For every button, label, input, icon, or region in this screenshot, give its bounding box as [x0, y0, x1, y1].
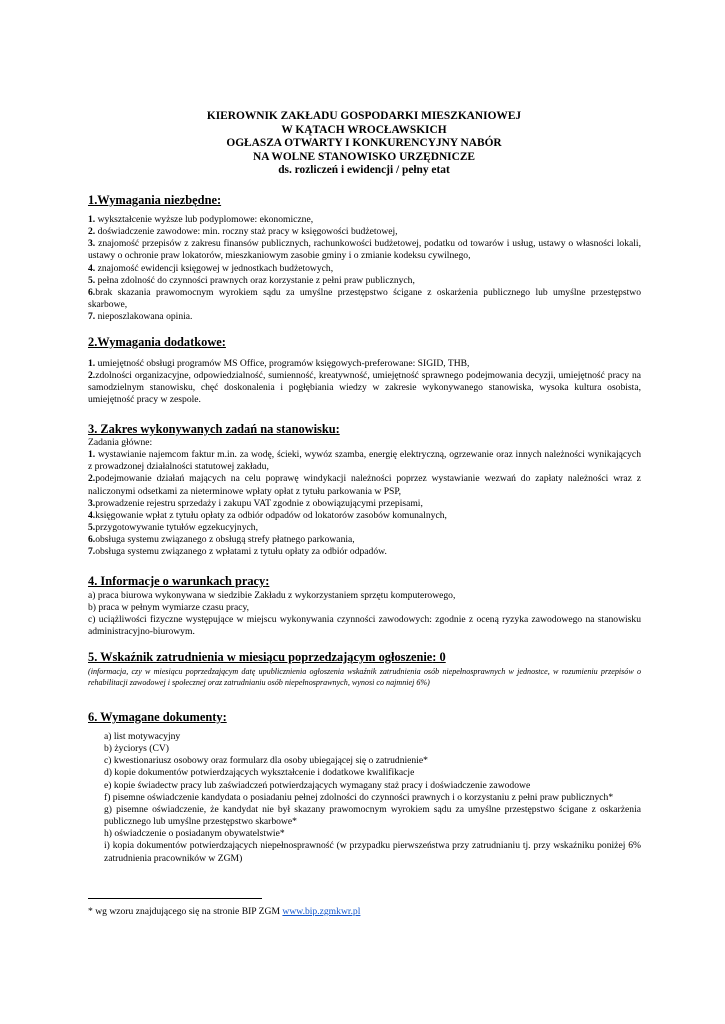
list-item: e) kopie świadectw pracy lub zaświadczeń potwierdzających wymagany staż pracy i doświadczenie zawodowe	[104, 779, 531, 791]
announcement-title	[88, 110, 640, 178]
bip-link[interactable]: www.bip.zgmkwr.pl	[282, 906, 361, 917]
section-2-list	[88, 358, 641, 407]
list-item: 2.zdolności organizacyjne, odpowiedzialność, sumienność, kreatywność, umiejętność sprawnego podejmowania decyzji, umiejętność pracy na samodzielnym stanowisku, chęć doskonalenia i pogłębiania wiedzy w zakresie wykonywanego stanowiska, wysoka kultura osobista, umiejętność pracy w zespole.	[88, 370, 641, 406]
list-item: 2. doświadczenie zawodowe: min. roczny staż pracy w księgowości budżetowej,	[88, 226, 398, 238]
list-item: 4. znajomość ewidencji księgowej w jednostkach budżetowych,	[88, 262, 334, 274]
list-item: 3.prowadzenie rejestru sprzedaży i zakupu VAT zgodnie z obowiązującymi przepisami,	[88, 497, 423, 509]
section-4-heading: 4. Informacje o warunkach pracy:	[88, 574, 270, 588]
list-item: i) kopia dokumentów potwierdzających niepełnosprawność (w przypadku pierwszeństwa przy zatrudnianiu tj. przy wskaźniku poniżej 6% zatrudnienia pracowników w ZGM)	[104, 840, 641, 864]
footnote: * wg wzoru znajdującego się na stronie BIP ZGM www.bip.zgmkwr.pl	[88, 906, 361, 917]
list-item: b) praca w pełnym wymiarze czasu pracy,	[88, 602, 250, 614]
section-5-note: (informacja, czy w miesiącu poprzedzającym datę upublicznienia ogłoszenia wskaźnik zatrudnienia osób niepełnosprawnych w jednostce, w rozumieniu przepisów o rehabilitacji zawodowej i społecznej oraz zatrudnianiu osób niepełnosprawnych, wynosi co najmniej 6%)	[88, 667, 641, 687]
list-item: 6.brak skazania prawomocnym wyrokiem sądu za umyślne przestępstwo ścigane z oskarżenia publicznego lub umyślne przestępstwo skarbowe,	[88, 286, 641, 311]
list-item: g) pisemne oświadczenie, że kandydat nie był skazany prawomocnym wyrokiem sądu za umyślne przestępstwo ścigane z oskarżenia publicznego lub umyślne przestępstwo skarbowe*	[104, 803, 641, 828]
list-item: 7. nieposzlakowana opinia.	[88, 311, 193, 323]
section-6-list	[104, 731, 641, 865]
list-item: 1. umiejętność obsługi programów MS Office, programów księgowych-preferowane: SIGID, THB,	[88, 358, 470, 369]
list-item: 1. wykształcenie wyższe lub podyplomowe: ekonomiczne,	[88, 214, 314, 225]
section-5-heading: 5. Wskaźnik zatrudnienia w miesiącu poprzedzającym ogłoszenie: 0	[88, 650, 446, 664]
list-item: f) pisemne oświadczenie kandydata o posiadaniu pełnej zdolności do czynności prawnych i o korzystaniu z pełni praw publicznych*	[104, 791, 614, 803]
list-item: h) oświadczenie o posiadanym obywatelstwie*	[104, 828, 285, 840]
list-item: c) kwestionariusz osobowy oraz formularz dla osoby ubiegającej się o zatrudnienie*	[104, 755, 428, 767]
title-line: OGŁASZA OTWARTY I KONKURENCYJNY NABÓR	[226, 137, 502, 150]
title-line: NA WOLNE STANOWISKO URZĘDNICZE	[252, 150, 476, 163]
footnote-divider	[88, 898, 262, 899]
list-item: d) kopie dokumentów potwierdzających wykształcenie i dodatkowe kwalifikacje	[104, 767, 415, 779]
list-item: 5. pełna zdolność do czynności prawnych oraz korzystanie z pełni praw publicznych,	[88, 274, 415, 286]
section-3-list	[88, 437, 641, 559]
list-item: a) praca biurowa wykonywana w siedzibie Zakładu z wykorzystaniem sprzętu komputerowego,	[88, 590, 456, 601]
list-item: 5.przygotowywanie tytułów egzekucyjnych,	[88, 522, 258, 534]
list-item: 2.podejmowanie działań mających na celu poprawę windykacji należności poprzez wystawianie wezwań do zapłaty należności wraz z naliczonymi odsetkami za nieterminowe wpłaty opłat z tytułu parkowania w PSP,	[88, 473, 641, 497]
section-1-heading: 1.Wymagania niezbędne:	[88, 193, 222, 207]
title-line: KIEROWNIK ZAKŁADU GOSPODARKI MIESZKANIOWEJ	[206, 110, 522, 122]
list-item: a) list motywacyjny	[104, 731, 181, 742]
list-item: 7.obsługa systemu związanego z wpłatami z tytułu opłaty za odbiór odpadów.	[88, 546, 387, 558]
list-item: b) życiorys (CV)	[104, 743, 170, 755]
section-4-list	[88, 590, 641, 639]
list-item: 6.obsługa systemu związanego z obsługą strefy płatnego parkowania,	[88, 534, 355, 546]
section-2-heading: 2.Wymagania dodatkowe:	[88, 335, 226, 349]
section-1-list	[88, 214, 641, 323]
title-line: ds. rozliczeń i ewidencji / pełny etat	[278, 164, 450, 177]
section-6-heading: 6. Wymagane dokumenty:	[88, 710, 227, 724]
list-item: c) uciążliwości fizyczne występujące w miejscu wykonywania czynności zawodowych: zgodnie z oceną ryzyka zawodowego na stanowisku administracyjno-biurowym.	[88, 614, 641, 638]
list-item: 1. wystawianie najemcom faktur m.in. za wodę, ścieki, wywóz szamba, energię elektryczną, ogrzewanie oraz innych należności wynikających z prowadzonej działalności statutowej zakładu,	[88, 449, 641, 473]
section-3-intro: Zadania główne:	[88, 437, 153, 448]
section-3-heading: 3. Zakres wykonywanych zadań na stanowisku:	[88, 422, 340, 436]
list-item: 4.księgowanie wpłat z tytułu opłaty za odbiór odpadów od lokatorów zasobów komunalnych,	[88, 509, 447, 521]
list-item: 3. znajomość przepisów z zakresu finansów publicznych, rachunkowości budżetowej, podatku od towarów i usług, ustawy o własności lokali, ustawy o ochronie praw lokatorów, mieszkaniowym zasobie gminy i o zmianie kodeksu cywilnego,	[88, 238, 641, 262]
title-line: W KĄTACH WROCŁAWSKICH	[281, 123, 447, 136]
